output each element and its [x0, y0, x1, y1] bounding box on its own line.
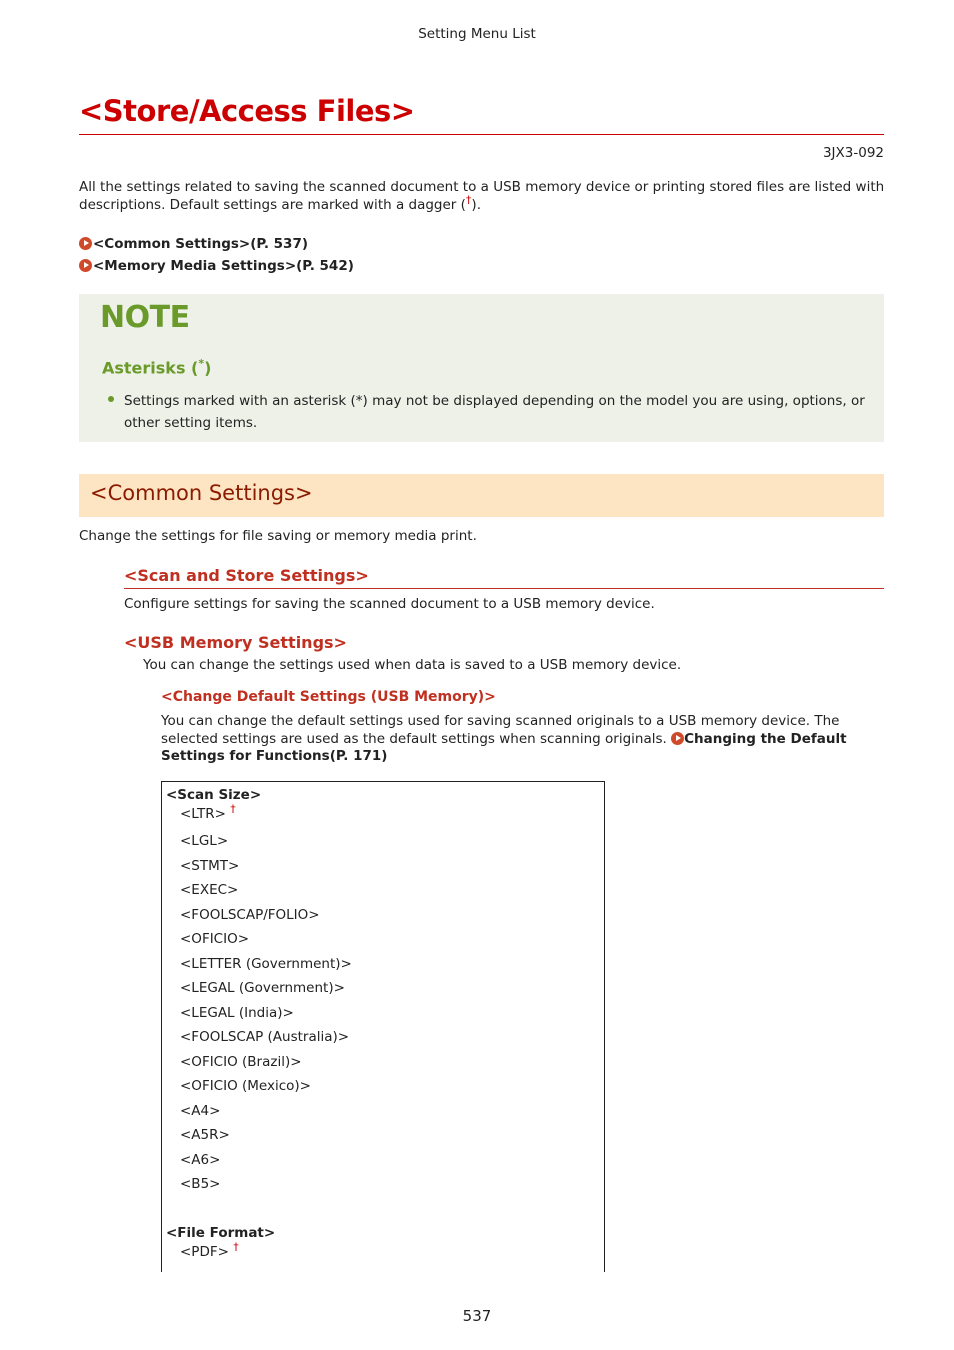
scan-size-option	[180, 802, 236, 822]
scan-size-option: <OFICIO (Brazil)>	[180, 1054, 302, 1070]
scan-store-divider	[124, 588, 884, 589]
link-label: <Common Settings>(P. 537)	[93, 236, 309, 252]
link-memory-media-settings[interactable]	[79, 258, 354, 274]
note-subheading-text: Asterisks (	[102, 358, 199, 378]
scan-store-heading: <Scan and Store Settings>	[124, 566, 369, 585]
note-heading: NOTE	[100, 300, 190, 335]
page-number: 537	[462, 1307, 492, 1325]
arrow-right-icon	[79, 259, 92, 272]
scan-size-option: <LEGAL (Government)>	[180, 980, 345, 996]
note-subheading-end: )	[204, 358, 212, 378]
scan-size-label: <Scan Size>	[166, 787, 262, 803]
scan-size-option: <OFICIO>	[180, 931, 250, 947]
intro-text-end: ).	[471, 196, 481, 213]
dagger-mark: †	[465, 193, 472, 206]
scan-size-option: <EXEC>	[180, 882, 239, 898]
change-default-text: You can change the default settings used for saving scanned originals to a USB memory device. The selected settings are used as the default settings when scanning originals.	[161, 713, 840, 747]
link-common-settings[interactable]	[79, 236, 308, 252]
scan-size-option: <STMT>	[180, 858, 240, 874]
link-changing-default[interactable]: Changing the Default Settings for Functions(P. 171)	[161, 730, 847, 764]
scan-size-option: <OFICIO (Mexico)>	[180, 1078, 311, 1094]
scan-size-option: <LGL>	[180, 833, 229, 849]
arrow-right-icon	[671, 732, 684, 745]
usb-memory-description: You can change the settings used when data is saved to a USB memory device.	[143, 657, 682, 673]
document-id: 3JX3-092	[822, 145, 884, 161]
dagger-mark: †	[230, 802, 236, 816]
section-description: Change the settings for file saving or memory media print.	[79, 528, 477, 544]
scan-size-option: <LEGAL (India)>	[180, 1005, 294, 1021]
note-subheading	[102, 357, 211, 377]
scan-size-option: <A6>	[180, 1152, 221, 1168]
change-default-description	[161, 713, 861, 766]
page-title: <Store/Access Files>	[79, 94, 415, 128]
settings-table	[161, 781, 605, 1272]
intro-paragraph	[79, 179, 889, 214]
asterisk-mark: *	[198, 357, 205, 370]
option-label: <PDF>	[180, 1244, 229, 1260]
scan-size-option: <FOOLSCAP (Australia)>	[180, 1029, 350, 1045]
arrow-right-icon	[79, 237, 92, 250]
section-title: <Common Settings>	[90, 481, 313, 505]
scan-store-description: Configure settings for saving the scanned document to a USB memory device.	[124, 596, 655, 612]
scan-size-option: <LETTER (Government)>	[180, 956, 352, 972]
running-header: Setting Menu List	[418, 26, 536, 42]
scan-size-option: <A4>	[180, 1103, 221, 1119]
file-format-option	[180, 1240, 239, 1260]
file-format-label: <File Format>	[166, 1225, 276, 1241]
intro-text: All the settings related to saving the scanned document to a USB memory device or printing stored files are listed with descriptions. Default settings are marked with a dagger (	[79, 179, 885, 213]
usb-memory-heading: <USB Memory Settings>	[124, 633, 347, 652]
link-label: <Memory Media Settings>(P. 542)	[93, 258, 354, 274]
note-text: Settings marked with an asterisk (*) may not be displayed depending on the model you are using, options, or other setting items.	[124, 393, 865, 431]
dagger-mark: †	[233, 1240, 239, 1254]
scan-size-option: <B5>	[180, 1176, 221, 1192]
scan-size-option: <FOOLSCAP/FOLIO>	[180, 907, 320, 923]
change-default-heading: <Change Default Settings (USB Memory)>	[161, 689, 496, 705]
option-label: <LTR>	[180, 806, 226, 822]
title-divider	[79, 134, 884, 135]
scan-size-option: <A5R>	[180, 1127, 230, 1143]
bullet-icon	[108, 396, 116, 404]
